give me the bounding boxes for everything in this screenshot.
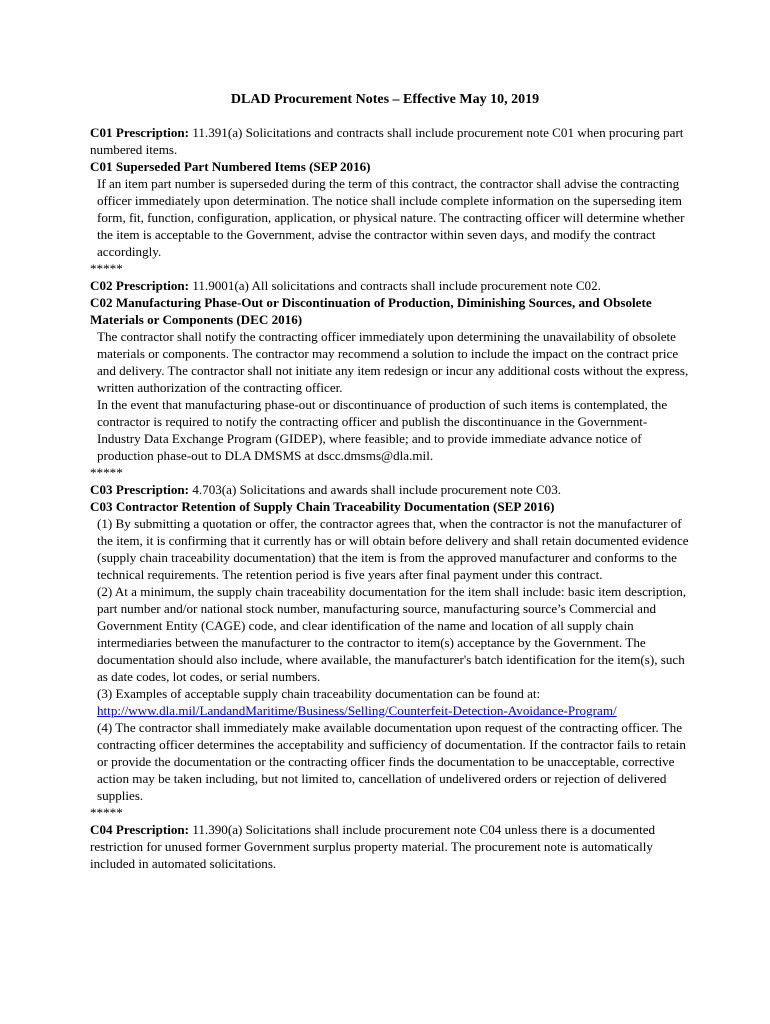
separator: ***** (90, 261, 123, 276)
c04-prescription (90, 821, 690, 872)
c02-paragraph-2: In the event that manufacturing phase-out or discontinuance of production of such items is contemplated, the contractor is required to notify the contracting officer and publish the discontinuance in the Government-Industry Data Exchange Program (GIDEP), where feasible; and to provide immediate advance notice of production phase-out to DLA DMSMS at dscc.dmsms@dla.mil. (97, 397, 668, 463)
c01-prescription-label: C01 Prescription: (90, 125, 190, 140)
c03-prescription-label: C03 Prescription: (90, 482, 190, 497)
c02-prescription-text: 11.9001(a) All solicitations and contracts shall include procurement note C02. (189, 278, 601, 293)
c01-prescription (90, 124, 690, 158)
c03-heading: C03 Contractor Retention of Supply Chain Traceability Documentation (SEP 2016) (90, 499, 555, 514)
c03-prescription-text: 4.703(a) Solicitations and awards shall include procurement note C03. (189, 482, 562, 497)
c03-prescription (90, 481, 690, 498)
c04-prescription-label: C04 Prescription: (90, 822, 190, 837)
c01-body: If an item part number is superseded during the term of this contract, the contractor shall advise the contracting officer immediately upon determination. The notice shall include complete information on the superseding item form, fit, function, configuration, application, or physical nature. The contracting officer will determine whether the item is acceptable to the Government, advise the contractor within seven days, and modify the contract accordingly. (97, 176, 685, 259)
c03-link-line (90, 702, 690, 719)
c03-item-1: (1) By submitting a quotation or offer, the contractor agrees that, when the contractor is not the manufacturer of the item, it is confirming that it currently has or will obtain before delivery and shall retain documented evidence (supply chain traceability documentation) that the item is from the approved manufacturer and conforms to the technical requirements. The retention period is five years after final payment under this contract. (97, 516, 689, 582)
document-title: DLAD Procurement Notes – Effective May 10, 2019 (230, 92, 540, 107)
separator: ***** (90, 465, 123, 480)
document-body (90, 124, 690, 872)
c03-item-2: (2) At a minimum, the supply chain traceability documentation for the item shall include: basic item description, part number and/or national stock number, manufacturing source, manufacturing source’s Commercial and Government Entity (CAGE) code, and clear identification of the name and location of all supply chain intermediaries between the manufacturer to the contractor to item(s) acceptance by the Government. The documentation should also include, where available, the manufacturer's batch identification for the item(s), such as date codes, lot codes, or serial numbers. (97, 584, 687, 684)
c02-prescription (90, 277, 690, 294)
c01-prescription-text: 11.391(a) Solicitations and contracts shall include procurement note C01 when procuring part numbered items. (90, 125, 684, 157)
c02-heading: C02 Manufacturing Phase-Out or Discontinuation of Production, Diminishing Sources, and Obsolete Materials or Components (DEC 2016) (90, 295, 652, 327)
c02-paragraph-1: The contractor shall notify the contracting officer immediately upon determining the unavailability of obsolete materials or components. The contractor may recommend a solution to include the impact on the contract price and delivery. The contractor shall not initiate any item redesign or incur any additional costs without the express, written authorization of the contracting officer. (97, 329, 689, 395)
c01-heading: C01 Superseded Part Numbered Items (SEP 2016) (90, 159, 371, 174)
separator: ***** (90, 805, 123, 820)
traceability-examples-link[interactable]: http://www.dla.mil/LandandMaritime/Business/Selling/Counterfeit-Detection-Avoidance-Program/ (97, 703, 617, 718)
c04-prescription-text: 11.390(a) Solicitations shall include procurement note C04 unless there is a documented restriction for unused former Government surplus property material. The procurement note is automatically included in automated solicitations. (90, 822, 656, 871)
c03-item-3: (3) Examples of acceptable supply chain traceability documentation can be found at: (97, 686, 541, 701)
c03-item-4: (4) The contractor shall immediately make available documentation upon request of the contracting officer. The contracting officer determines the acceptability and sufficiency of documentation. If the contractor fails to retain or provide the documentation or the contracting officer finds the documentation to be unacceptable, corrective action may be taken including, but not limited to, cancellation of undelivered orders or rejection of delivered supplies. (97, 720, 686, 803)
c02-prescription-label: C02 Prescription: (90, 278, 190, 293)
